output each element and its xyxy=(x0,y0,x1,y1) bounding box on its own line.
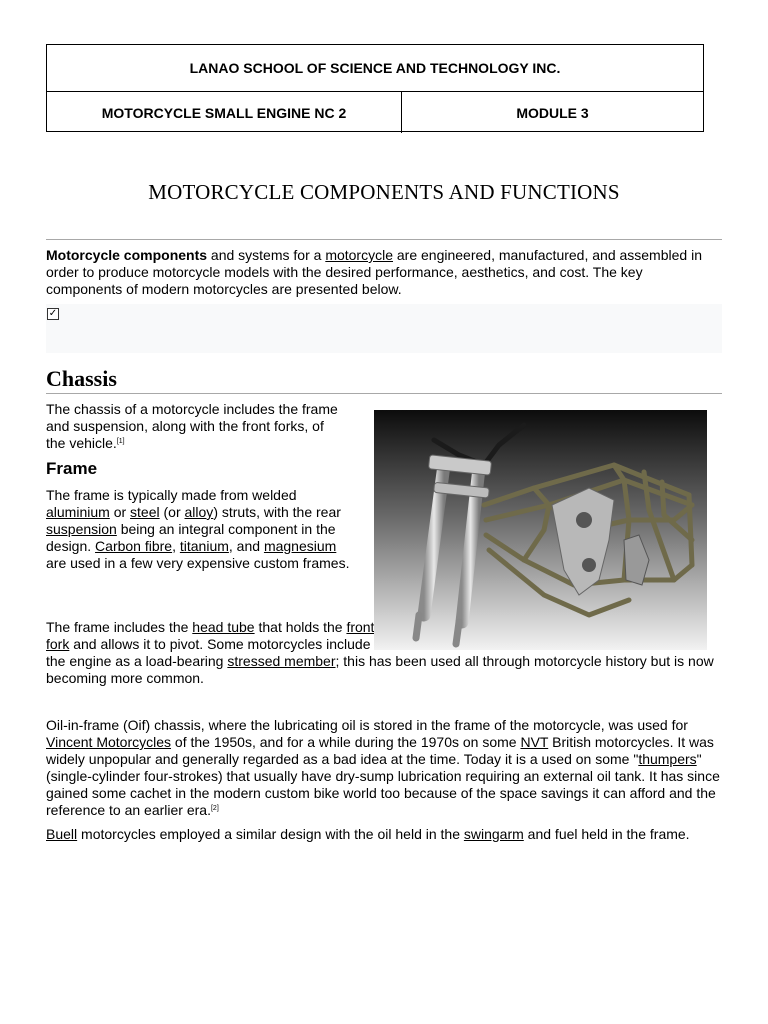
link-nvt[interactable]: NVT xyxy=(520,734,549,750)
chassis-paragraph xyxy=(46,401,346,452)
motorcycle-frame-photo xyxy=(374,410,707,650)
link-buell[interactable]: Buell xyxy=(46,826,78,842)
reference-link[interactable]: [1] xyxy=(116,438,125,445)
text: , xyxy=(172,538,180,554)
text: that holds the xyxy=(254,619,347,635)
link-alloy[interactable]: alloy xyxy=(184,504,214,520)
link-magnesium[interactable]: magnesium xyxy=(263,538,337,554)
text: ) struts, with the rear xyxy=(213,504,341,520)
link-steel[interactable]: steel xyxy=(130,504,160,520)
link-stressed-member[interactable]: stressed member xyxy=(227,653,336,669)
link-thumpers[interactable]: thumpers xyxy=(638,751,697,767)
link-titanium[interactable]: titanium xyxy=(179,538,229,554)
frame-paragraph-1 xyxy=(46,487,358,572)
text: The frame includes the xyxy=(46,619,193,635)
text: " (single-cylinder four-strokes) that usually have dry-sump lubrication requiring an external oil tank. It has since gained some cachet in the modern custom bike world too because of the space savings it can afford and the reference to an earlier era. xyxy=(46,751,720,818)
link-suspension[interactable]: suspension xyxy=(46,521,117,537)
course-name: MOTORCYCLE SMALL ENGINE NC 2 xyxy=(47,92,402,133)
link-carbon-fibre[interactable]: Carbon fibre xyxy=(95,538,173,554)
broken-image-icon: ✓ xyxy=(48,308,58,319)
link-aluminium[interactable]: aluminium xyxy=(46,504,110,520)
link-vincent-motorcycles[interactable]: Vincent Motorcycles xyxy=(46,734,172,750)
text: British motorcycles. It was widely unpopular and generally regarded as a bad idea at the time. Today it is a used on some " xyxy=(46,734,714,767)
text: are used in a few very expensive custom frames. xyxy=(46,555,350,571)
oil-in-frame-paragraph xyxy=(46,717,722,819)
text: The chassis of a motorcycle includes the frame and suspension, along with the front forks, of the vehicle. xyxy=(46,401,338,451)
school-name: LANAO SCHOOL OF SCIENCE AND TECHNOLOGY INC. xyxy=(47,45,703,92)
text: and allows it to pivot. Some motorcycles include the engine as a load-bearing xyxy=(46,636,371,669)
text: and systems for a xyxy=(207,247,326,263)
intro-paragraph xyxy=(46,247,722,298)
header-row xyxy=(47,92,703,133)
module-label: MODULE 3 xyxy=(516,104,589,121)
document-title: MOTORCYCLE COMPONENTS AND FUNCTIONS xyxy=(148,180,620,204)
link-head-tube[interactable]: head tube xyxy=(192,619,255,635)
text: or xyxy=(109,504,131,520)
text: The frame is typically made from welded xyxy=(46,487,297,503)
divider xyxy=(46,239,722,240)
text: , and xyxy=(228,538,264,554)
link-front-fork[interactable]: front fork xyxy=(46,619,375,652)
heading-frame: Frame xyxy=(46,459,98,478)
image-placeholder-box xyxy=(46,304,722,353)
divider xyxy=(46,393,722,394)
reference-link[interactable]: [2] xyxy=(210,805,219,812)
link-motorcycle[interactable]: motorcycle xyxy=(325,247,393,263)
buell-paragraph xyxy=(46,826,722,843)
intro-bold: Motorcycle components xyxy=(46,247,208,263)
text: being an integral component in the design. xyxy=(46,521,336,554)
text: of the 1950s, and for a while during the 1970s on some xyxy=(171,734,521,750)
link-swingarm[interactable]: swingarm xyxy=(463,826,524,842)
text: ; this has been used all through motorcycle history but is now becoming more common. xyxy=(46,653,714,686)
heading-chassis: Chassis xyxy=(46,366,117,391)
text: Oil-in-frame (Oif) chassis, where the lubricating oil is stored in the frame of the motorcycle, was used for xyxy=(46,717,688,733)
text: are engineered, manufactured, and assembled in order to produce motorcycle models with the desired performance, aesthetics, and cost. The key components of modern motorcycles are presented below. xyxy=(46,247,702,297)
text: and fuel held in the frame. xyxy=(523,826,690,842)
text: (or xyxy=(159,504,185,520)
header-table xyxy=(46,44,704,132)
text: motorcycles employed a similar design with the oil held in the xyxy=(77,826,464,842)
